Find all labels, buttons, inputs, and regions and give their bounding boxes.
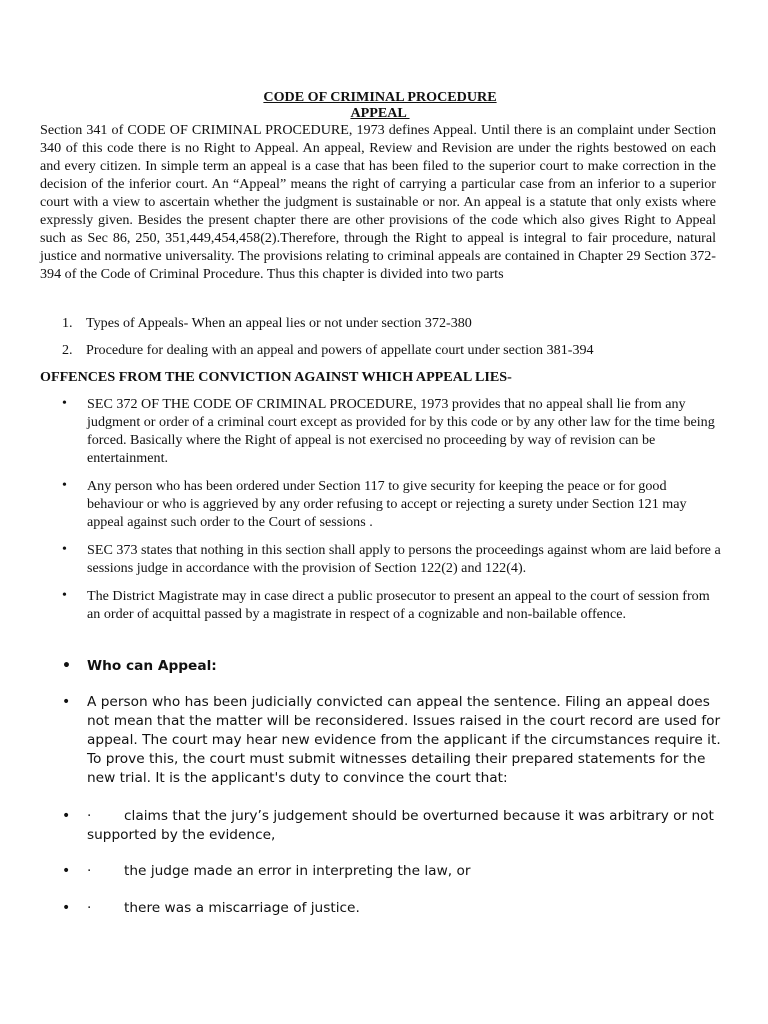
item-number: 1. bbox=[62, 315, 73, 331]
bullet-icon: • bbox=[62, 694, 71, 710]
document-title: CODE OF CRIMINAL PROCEDURE bbox=[263, 89, 497, 105]
bullet-item bbox=[62, 477, 722, 531]
numbered-item bbox=[62, 341, 722, 359]
bullet-item bbox=[62, 395, 722, 467]
bullet-text: Any person who has been ordered under Section 117 to give security for keeping the peace or for good behaviour or who is aggrieved by any order refusing to accept or rejecting a surety under Section 121 may appeal against such order to the Court of sessions . bbox=[87, 478, 687, 530]
bullet-item bbox=[62, 587, 722, 623]
sub-marker: · bbox=[87, 900, 92, 916]
bullet-icon: • bbox=[62, 808, 71, 824]
sub-marker: · bbox=[87, 808, 92, 824]
bullet-icon: • bbox=[62, 863, 71, 879]
bullet-text: SEC 372 OF THE CODE OF CRIMINAL PROCEDURE, 1973 provides that no appeal shall lie from any judgment or order of a criminal court except as provided for by this code or by any other law for the time being forced. Basically where the Right of appeal is not exercised no proceeding by way of revision can be entertainment. bbox=[87, 396, 715, 466]
sub-marker: · bbox=[87, 863, 92, 879]
sub-point-text: there was a miscarriage of justice. bbox=[124, 900, 360, 916]
who-can-appeal-text: A person who has been judicially convicted can appeal the sentence. Filing an appeal does not mean that the matter will be reconsidered. Issues raised in the court record are used for appeal. The court may hear new evidence from the applicant if the circumstances require it. To prove this, the court must submit witnesses detailing their prepared statements for the new trial. It is the applicant's duty to convince the court that: bbox=[87, 694, 721, 786]
bullet-item bbox=[62, 899, 722, 918]
item-text: Procedure for dealing with an appeal and powers of appellate court under section 381-394 bbox=[86, 342, 594, 358]
bullet-icon: • bbox=[62, 396, 67, 411]
sub-point-text: claims that the jury’s judgement should be overturned because it was arbitrary or not supported by the evidence, bbox=[87, 808, 714, 843]
bullet-text: SEC 373 states that nothing in this section shall apply to persons the proceedings against whom are laid before a sessions judge in accordance with the provision of Section 122(2) and 122(4). bbox=[87, 542, 721, 576]
bullet-item bbox=[62, 693, 722, 788]
section-heading: OFFENCES FROM THE CONVICTION AGAINST WHICH APPEAL LIES- bbox=[40, 369, 512, 385]
bullet-icon: • bbox=[62, 588, 67, 603]
who-can-appeal-heading: Who can Appeal: bbox=[87, 658, 217, 674]
bullet-icon: • bbox=[62, 542, 67, 557]
sub-point-text: the judge made an error in interpreting the law, or bbox=[124, 863, 471, 879]
intro-paragraph: Section 341 of CODE OF CRIMINAL PROCEDURE, 1973 defines Appeal. Until there is an complaint under Section 340 of this code there is no Right to Appeal. An appeal, Review and Revision are under the rights bestowed on each and every citizen. In simple term an appeal is a case that has been filed to the superior court to make correction in the decision of the inferior court. An “Appeal” means the right of carrying a particular case from an inferior to a superior court with a view to ascertain whether the judgment is sustainable or nor. An appeal is a statute that only exists where expressly given. Besides the present chapter there are other provisions of the code which also gives Right to Appeal such as Sec 86, 250, 351,449,454,458(2).Therefore, through the Right to appeal is integral to fair procedure, natural justice and normative universality. The provisions relating to criminal appeals are contained in Chapter 29 Section 372-394 of the Code of Criminal Procedure. Thus this chapter is divided into two parts bbox=[40, 122, 716, 282]
item-number: 2. bbox=[62, 342, 73, 358]
bullet-item bbox=[62, 541, 722, 577]
bullet-icon: • bbox=[62, 478, 67, 493]
bullet-item bbox=[62, 862, 722, 881]
bullet-text: The District Magistrate may in case direct a public prosecutor to present an appeal to the court of session from an order of acquittal passed by a magistrate in respect of a cognizable and non-bailable offence. bbox=[87, 588, 710, 622]
numbered-item bbox=[62, 314, 722, 332]
bullet-icon: • bbox=[62, 900, 71, 916]
bullet-item bbox=[62, 807, 722, 845]
bullet-icon: • bbox=[62, 658, 71, 674]
document-subtitle: APPEAL bbox=[350, 105, 410, 121]
bullet-item bbox=[62, 657, 722, 676]
item-text: Types of Appeals- When an appeal lies or not under section 372-380 bbox=[86, 315, 472, 331]
